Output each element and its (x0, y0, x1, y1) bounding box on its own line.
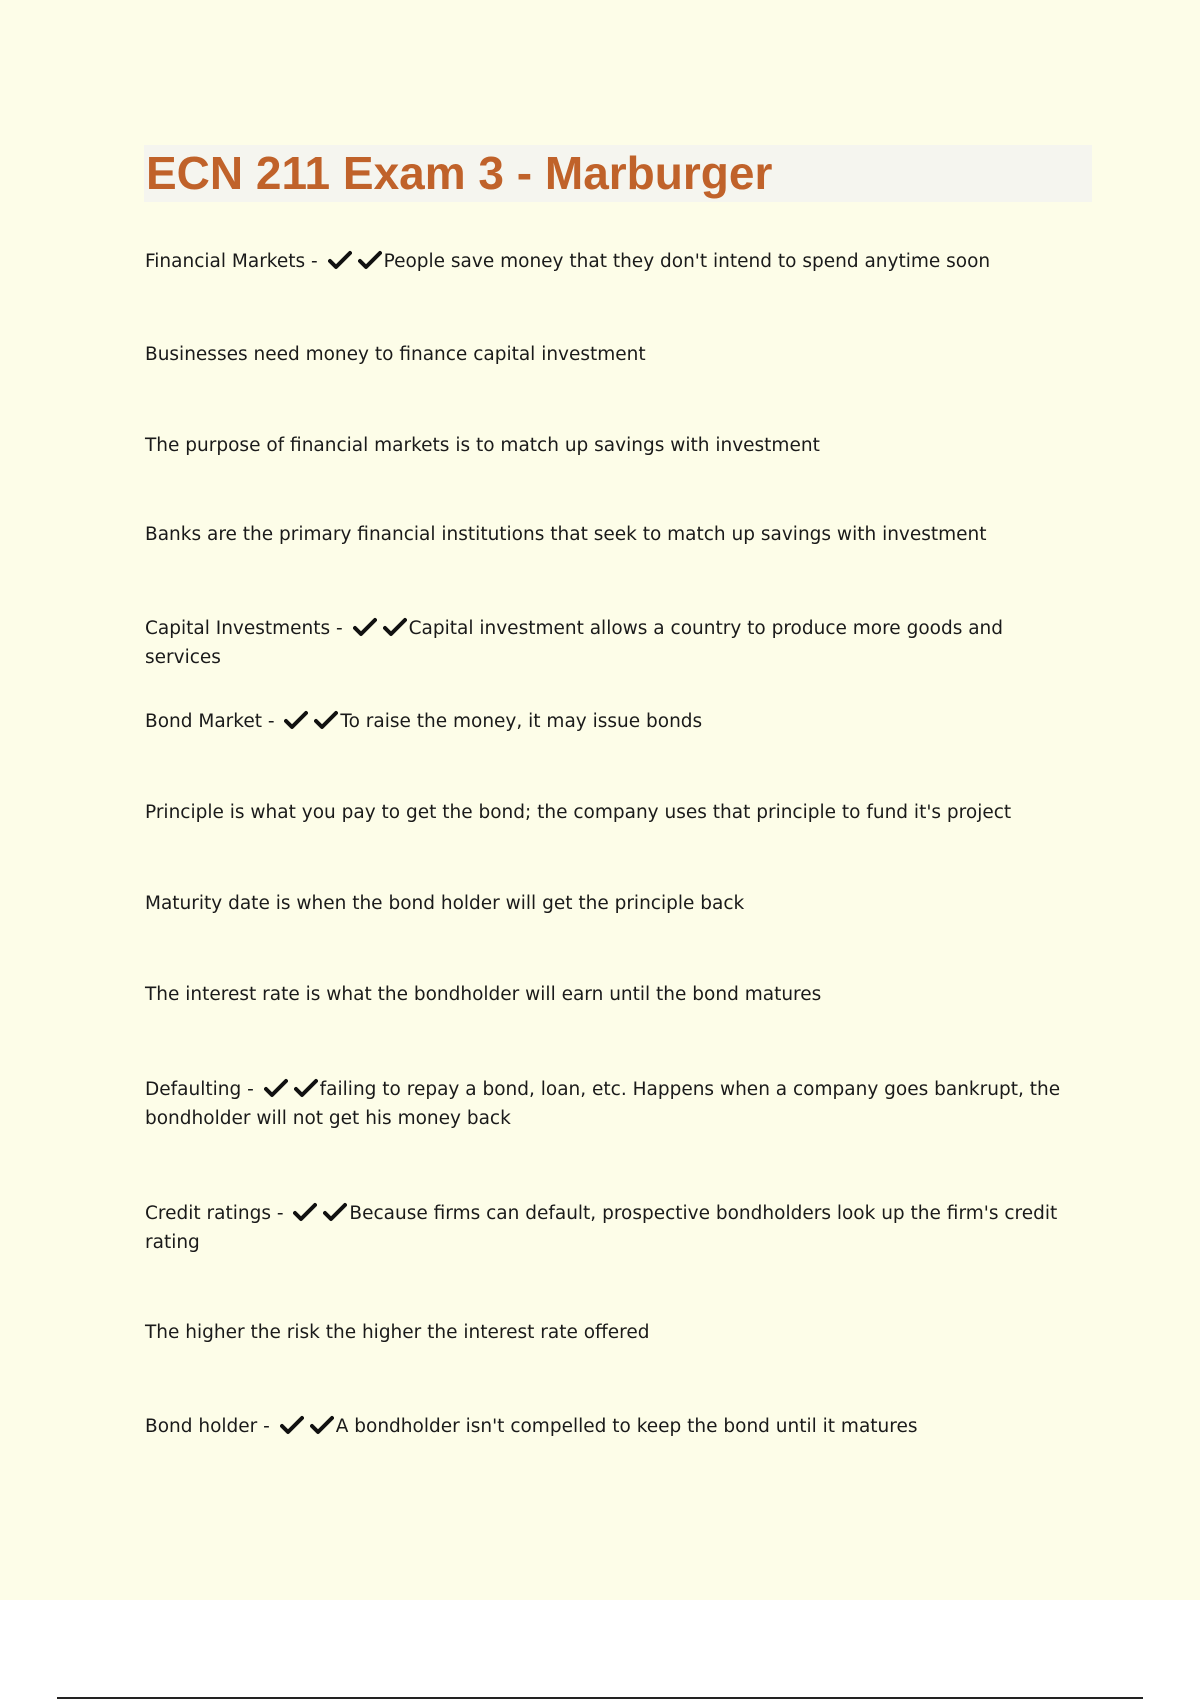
checkmark-icon (310, 1415, 334, 1435)
note-line: Principle is what you pay to get the bond; the company uses that principle to fund it's project (145, 802, 1012, 823)
term-separator: - (257, 1416, 270, 1437)
flashcard-entry (145, 1075, 1075, 1133)
flashcard-entry (145, 1412, 1075, 1441)
term: Credit ratings (145, 1203, 271, 1224)
note-line: Maturity date is when the bond holder will get the principle back (145, 893, 745, 914)
checkmark-icon (383, 617, 407, 637)
note-line: Businesses need money to finance capital investment (145, 344, 646, 365)
note-line: The purpose of financial markets is to match up savings with investment (145, 435, 820, 456)
checkmark-icon (284, 710, 308, 730)
term-separator: - (330, 618, 343, 639)
checkmark-icon (314, 710, 338, 730)
checkmark-icon (280, 1415, 304, 1435)
checkmark-icon (353, 617, 377, 637)
checkmark-icon (328, 250, 352, 270)
checkmark-icon (293, 1202, 317, 1222)
term: Bond holder (145, 1416, 258, 1437)
term-separator: - (261, 711, 275, 732)
footer-rule (57, 1697, 1143, 1699)
checkmark-icon (323, 1202, 347, 1222)
note-line: The interest rate is what the bondholder will earn until the bond matures (145, 984, 822, 1005)
definition: Because firms can default, prospective bondholders look up the firm's credit rating (145, 1203, 1058, 1253)
definition: failing to repay a bond, loan, etc. Happens when a company goes bankrupt, the bondholder will not get his money back (145, 1079, 1061, 1129)
term: Financial Markets (145, 251, 306, 272)
definition: Capital investment allows a country to produce more goods and services (145, 618, 1004, 668)
term: Bond Market (145, 711, 262, 732)
definition: People save money that they don't intend to spend anytime soon (383, 251, 991, 272)
term-separator: - (305, 251, 318, 272)
page-title: ECN 211 Exam 3 - Marburger (146, 147, 773, 199)
flashcard-entry (145, 247, 1075, 276)
term: Capital Investments (145, 618, 331, 639)
flashcard-entry (145, 1199, 1075, 1257)
note-line: The higher the risk the higher the interest rate offered (145, 1322, 650, 1343)
checkmark-icon (264, 1078, 288, 1098)
term-separator: - (270, 1203, 284, 1224)
flashcard-entry (145, 614, 1075, 672)
term: Defaulting (145, 1079, 242, 1100)
checkmark-icon (294, 1078, 318, 1098)
definition: A bondholder isn't compelled to keep the bond until it matures (335, 1416, 918, 1437)
checkmark-icon (358, 250, 382, 270)
flashcard-entry (145, 707, 1075, 736)
term-separator: - (241, 1079, 254, 1100)
note-line: Banks are the primary financial institutions that seek to match up savings with investment (145, 524, 987, 545)
definition: To raise the money, it may issue bonds (340, 711, 703, 732)
